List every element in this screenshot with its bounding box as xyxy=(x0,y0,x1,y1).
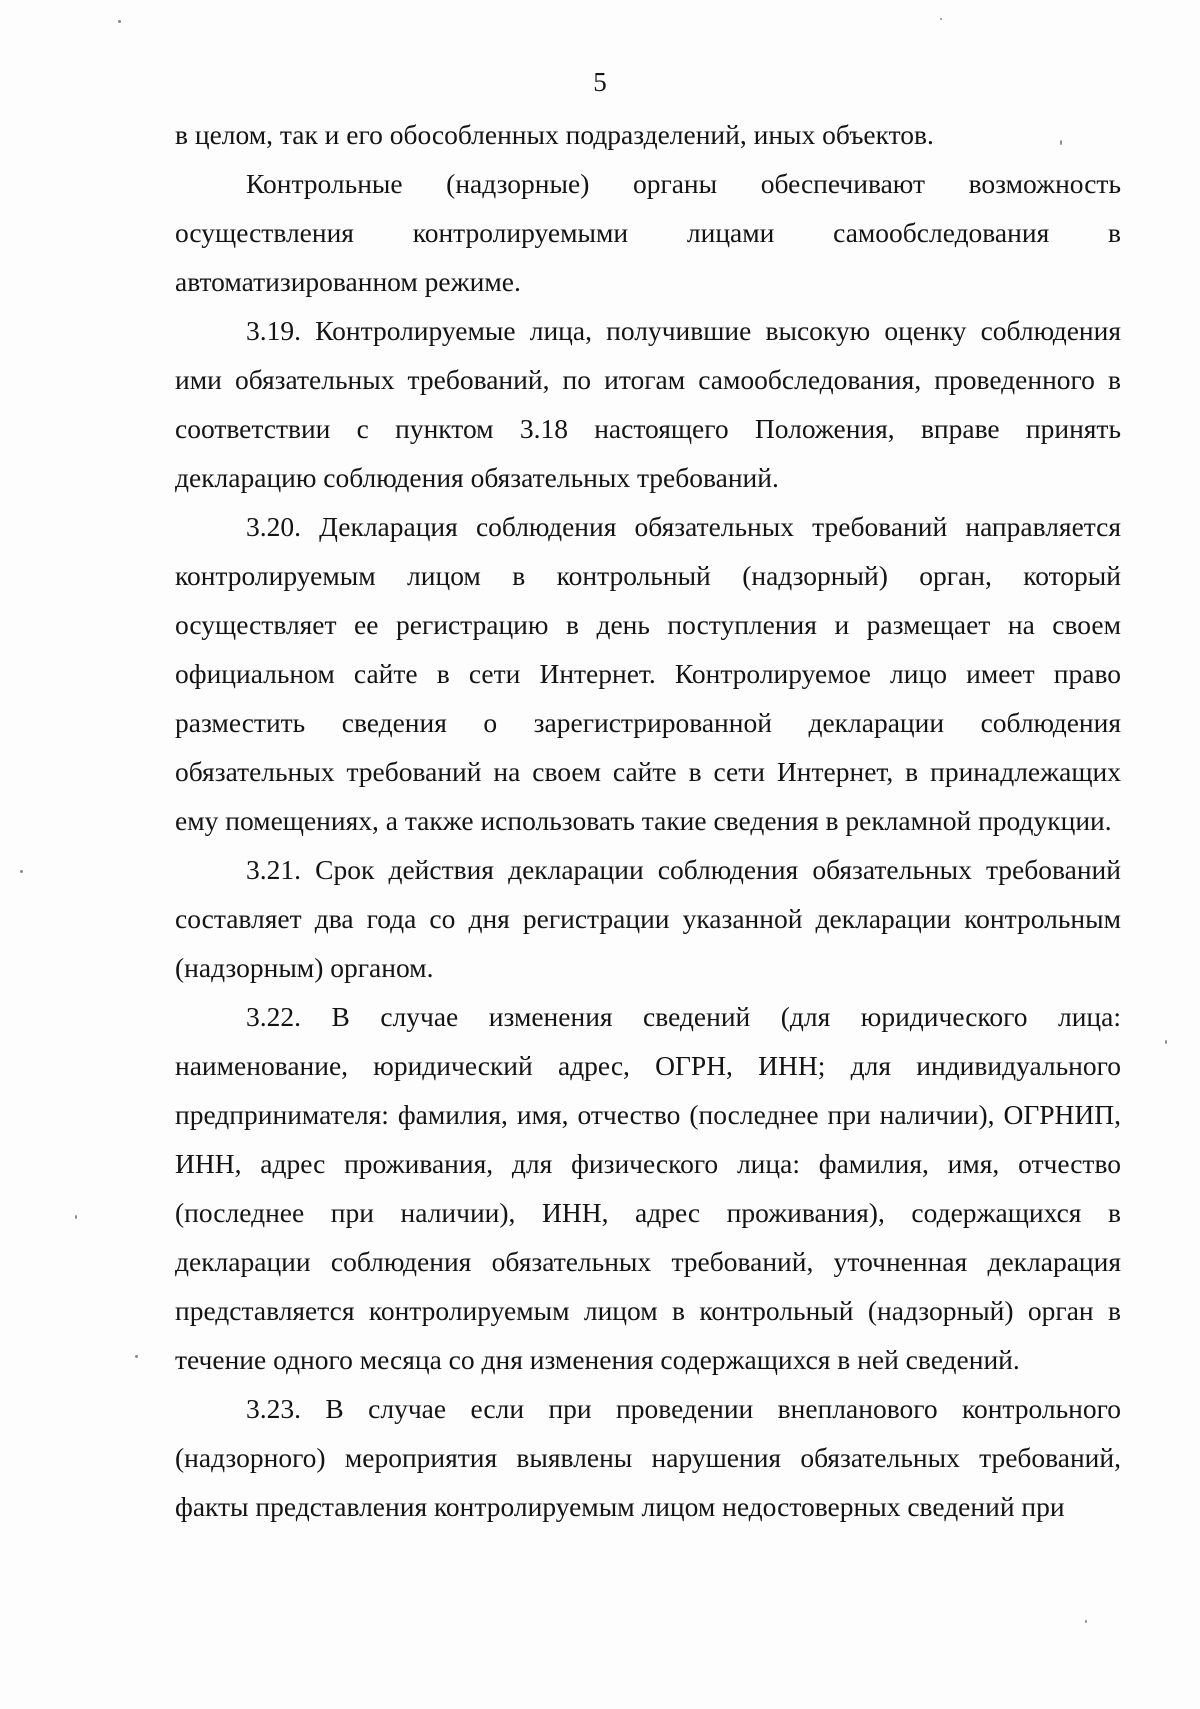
paragraph-3-22: 3.22. В случае изменения сведений (для юридического лица: наименование, юридический адрес, ОГРН, ИНН; для индивидуального предпринимателя: фамилия, имя, отчество (последнее при наличии), ОГРНИП, ИНН, адрес проживания, для физического лица: фамилия, имя, отчество (последнее при наличии), ИНН, адрес проживания), содержащихся в декларации соблюдения обязательных требований, уточненная декларация представляется контролируемым лицом в контрольный (надзорный) орган в течение одного месяца со дня изменения содержащихся в ней сведений. xyxy=(175,1001,1121,1375)
scan-speck xyxy=(20,870,23,873)
paragraph-3-20: 3.20. Декларация соблюдения обязательных требований направляется контролируемым лицом в контрольный (надзорный) орган, который осуществляет ее регистрацию в день поступления и размещает на своем официальном сайте в сети Интернет. Контролируемое лицо имеет право разместить сведения о зарегистрированной декларации соблюдения обязательных требований на своем сайте в сети Интернет, в принадлежащих ему помещениях, а также использовать такие сведения в рекламной продукции. xyxy=(175,511,1121,836)
scan-speck xyxy=(1085,1620,1087,1623)
page-number: 5 xyxy=(593,67,607,97)
scan-speck xyxy=(1060,140,1062,145)
paragraph-3-21: 3.21. Срок действия декларации соблюдения обязательных требований составляет два года со дня регистрации указанной декларации контрольным (надзорным) органом. xyxy=(175,854,1121,983)
paragraph-3-23: 3.23. В случае если при проведении внепланового контрольного (надзорного) мероприятия выявлены нарушения обязательных требований, факты представления контролируемым лицом недостоверных сведений при xyxy=(175,1393,1121,1522)
scan-speck xyxy=(135,1355,138,1358)
scan-speck xyxy=(1165,1040,1167,1044)
document-body xyxy=(175,110,1121,1531)
scan-speck xyxy=(75,1215,77,1219)
scan-speck xyxy=(940,18,942,20)
paragraph-3-19: 3.19. Контролируемые лица, получившие высокую оценку соблюдения ими обязательных требований, по итогам самообследования, проведенного в соответствии с пунктом 3.18 настоящего Положения, вправе принять декларацию соблюдения обязательных требований. xyxy=(175,315,1121,493)
scan-speck xyxy=(118,20,121,23)
paragraph-self-inspection: Контрольные (надзорные) органы обеспечивают возможность осуществления контролируемыми лицами самообследования в автоматизированном режиме. xyxy=(175,168,1121,297)
paragraph-continuation: в целом, так и его обособленных подразделений, иных объектов. xyxy=(175,119,934,150)
